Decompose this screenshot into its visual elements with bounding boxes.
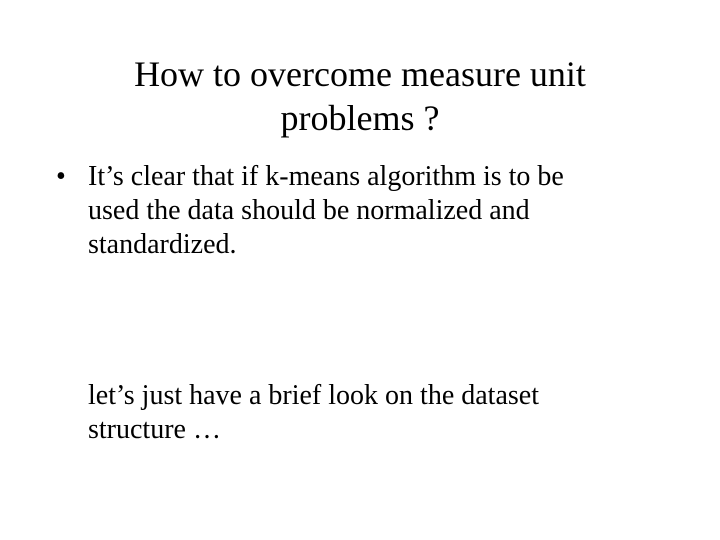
bullet-item xyxy=(52,160,692,262)
follow-up-paragraph xyxy=(88,379,688,447)
slide-title-line-2: problems ? xyxy=(280,98,440,138)
paragraph-line-2: structure … xyxy=(88,414,221,445)
bullet-text-line-1: It’s clear that if k-means algorithm is to be xyxy=(88,161,564,192)
slide-title-line-1: How to overcome measure unit xyxy=(134,54,586,94)
slide-title xyxy=(90,52,630,140)
bullet-text-line-3: standardized. xyxy=(88,229,237,260)
bullet-list xyxy=(52,160,692,262)
bullet-text-line-2: used the data should be normalized and xyxy=(88,195,530,226)
bullet-marker: • xyxy=(56,161,66,192)
paragraph-line-1: let’s just have a brief look on the dataset xyxy=(88,380,539,411)
